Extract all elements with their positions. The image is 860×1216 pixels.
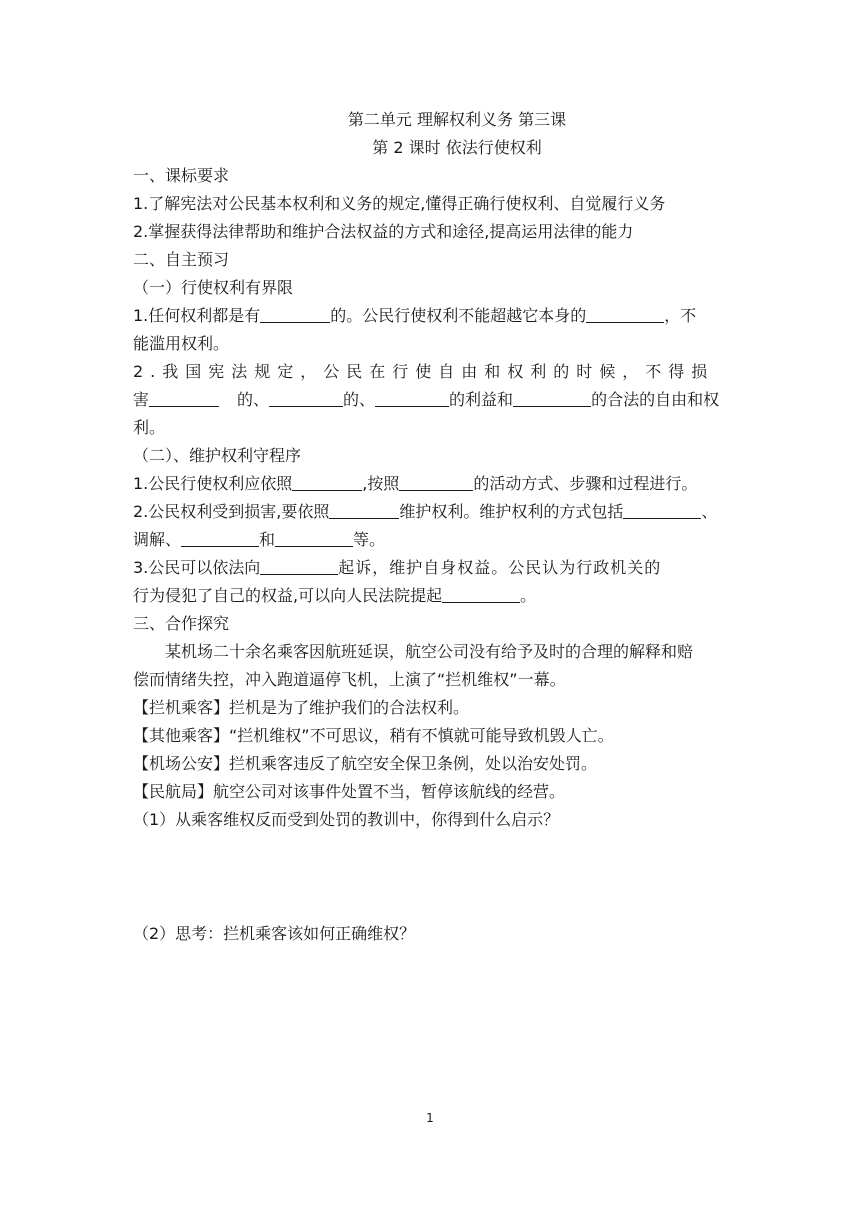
question-text: 的、: [237, 390, 270, 409]
viewpoint-tag: 【拦机乘客】: [133, 698, 230, 717]
answer-blank[interactable]: [181, 528, 259, 547]
answer-blank[interactable]: [513, 388, 591, 407]
case-story-line-1: 某机场二十余名乘客因航班延误，航空公司没有给予及时的合理的解释和赔: [165, 642, 694, 661]
question-text: 。: [520, 586, 537, 605]
fill-question-4-line-1: [133, 498, 781, 526]
answer-blank[interactable]: [375, 388, 449, 407]
curriculum-item-1: 1.了解宪法对公民基本权利和义务的规定,懂得正确行使权利、自觉履行义务: [133, 194, 666, 213]
answer-blank[interactable]: [442, 584, 520, 603]
answer-blank[interactable]: [275, 528, 353, 547]
question-text: 的。公民行使权利不能超越它本身的: [330, 306, 587, 325]
question-text: 的合法的自由和权: [591, 390, 720, 409]
answer-blank[interactable]: [586, 304, 664, 323]
question-text: 、: [701, 502, 718, 521]
section-heading-curriculum: 一、课标要求: [133, 166, 230, 185]
section-heading-explore: 三、合作探究: [133, 614, 230, 633]
fill-question-5-line-1: [133, 554, 781, 582]
question-text: 害: [133, 390, 150, 409]
question-text: 等。: [353, 530, 386, 549]
subsection-heading-limits: （一）行使权利有界限: [133, 278, 294, 297]
question-text: 调解、: [133, 530, 182, 549]
answer-blank[interactable]: [292, 472, 362, 491]
question-text: 的、: [343, 390, 376, 409]
question-text: 行为侵犯了自己的权益,可以向人民法院提起: [133, 586, 443, 605]
section-heading-preview: 二、自主预习: [133, 250, 230, 269]
viewpoint-tag: 【民航局】: [133, 782, 214, 801]
page-number: 1: [426, 1111, 434, 1125]
fill-question-2-line-3: 利。: [133, 418, 166, 437]
viewpoint-blocking-passengers: [133, 694, 781, 722]
question-text: 1.公民行使权利应依照: [133, 474, 293, 493]
question-text: 的活动方式、步骤和过程进行。: [473, 474, 698, 493]
viewpoint-airport-police: [133, 750, 781, 778]
question-text: 和: [259, 530, 276, 549]
lesson-title: 第 2 课时 依法行使权利: [372, 138, 542, 157]
question-text: ，不: [664, 306, 697, 325]
question-text: 1.任何权利都是有: [133, 306, 261, 325]
question-text: 3.公民可以依法向: [133, 558, 261, 577]
fill-question-5-line-2: [133, 582, 781, 610]
answer-blank[interactable]: [399, 472, 473, 491]
fill-question-1-line-1: [133, 302, 781, 330]
viewpoint-tag: 【机场公安】: [133, 754, 230, 773]
fill-question-1-line-2: 能滥用权利。: [133, 334, 230, 353]
discussion-question-2: （2）思考：拦机乘客该如何正确维权？: [133, 924, 416, 943]
answer-blank[interactable]: [260, 304, 330, 323]
answer-space-1[interactable]: [133, 834, 781, 920]
fill-question-4-line-2: [133, 526, 781, 554]
fill-question-2-line-1: 2.我国宪法规定，公民在行使自由和权利的时候，不得损: [133, 362, 715, 381]
fill-question-2-line-2: [133, 386, 781, 414]
answer-blank[interactable]: [623, 500, 701, 519]
question-text: 起诉，维护自身权益。公民认为行政机关的: [338, 558, 662, 577]
discussion-question-1: （1）从乘客维权反而受到处罚的教训中，你得到什么启示？: [133, 810, 560, 829]
viewpoint-civil-aviation: [133, 778, 781, 806]
answer-blank[interactable]: [149, 388, 219, 407]
answer-blank[interactable]: [269, 388, 343, 407]
document-page: [133, 106, 781, 948]
question-text: 维护权利。维护权利的方式包括: [399, 502, 624, 521]
answer-blank[interactable]: [329, 500, 399, 519]
viewpoint-other-passengers: [133, 722, 781, 750]
unit-title: 第二单元 理解权利义务 第三课: [347, 110, 567, 129]
viewpoint-text: “拦机维权”不可思议，稍有不慎就可能导致机毁人亡。: [229, 726, 614, 745]
viewpoint-text: 航空公司对该事件处置不当，暂停该航线的经营。: [213, 782, 566, 801]
question-text: ,按照: [362, 474, 400, 493]
viewpoint-tag: 【其他乘客】: [133, 726, 230, 745]
answer-blank[interactable]: [260, 556, 338, 575]
viewpoint-text: 拦机乘客违反了航空安全保卫条例，处以治安处罚。: [229, 754, 598, 773]
case-story-line-2: 偿而情绪失控，冲入跑道逼停飞机，上演了“拦机维权”一幕。: [133, 670, 566, 689]
subsection-heading-procedure: （二）、维护权利守程序: [133, 446, 302, 465]
curriculum-item-2: 2.掌握获得法律帮助和维护合法权益的方式和途径,提高运用法律的能力: [133, 222, 634, 241]
viewpoint-text: 拦机是为了维护我们的合法权利。: [229, 698, 470, 717]
fill-question-3: [133, 470, 781, 498]
question-text: 的利益和: [449, 390, 514, 409]
question-text: 2.公民权利受到损害,要依照: [133, 502, 330, 521]
